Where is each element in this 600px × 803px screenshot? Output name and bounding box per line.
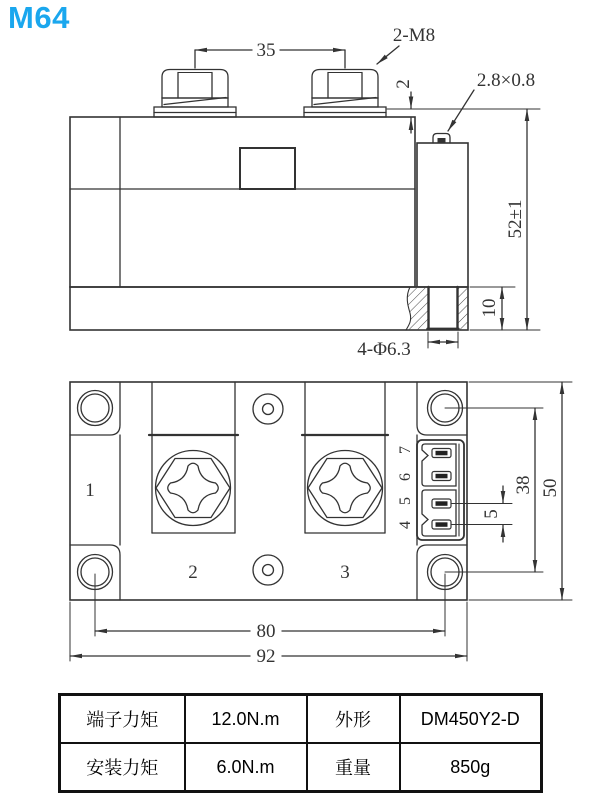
connector-pin-6	[432, 472, 451, 481]
dim-width-text: 92	[256, 646, 276, 667]
dim-bolt-spacing	[195, 40, 345, 68]
dim-mount-holes-text: 4-Φ6.3	[357, 339, 411, 360]
dim-mount-holes	[357, 332, 458, 360]
dim-total-height	[470, 109, 540, 330]
pin-label-4: 4	[397, 521, 414, 529]
connector-pin-5	[432, 499, 451, 508]
connector-pin-7	[432, 449, 451, 458]
pilot-hole-top	[253, 394, 283, 424]
dim-base-thickness	[470, 287, 515, 330]
callout-thread	[377, 25, 435, 64]
dim-pin-pitch-text: 5	[481, 509, 502, 519]
table-row	[60, 695, 542, 744]
mounting-hole-section	[406, 287, 468, 330]
mounting-torque-label: 安装力矩	[60, 743, 185, 792]
terminal-torque-label: 端子力矩	[60, 695, 185, 744]
top-notch	[240, 148, 295, 189]
dim-base-thickness-text: 10	[479, 298, 500, 318]
dim-hole-pitch-h	[95, 574, 445, 642]
fast-on-tab-slot	[438, 138, 446, 143]
dim-hole-pitch-v-text: 38	[513, 475, 534, 495]
terminal-bolt-right	[304, 70, 386, 118]
spec-table	[58, 693, 543, 793]
dim-pin-pitch	[451, 486, 512, 542]
weight-value: 850g	[400, 743, 542, 792]
pin-label-7: 7	[397, 446, 414, 454]
terminal-screw-right	[308, 451, 383, 526]
mounting-hole-tl	[78, 391, 113, 426]
model-number-label: M64	[8, 0, 70, 35]
outline-label: 外形	[307, 695, 400, 744]
dim-total-height-text: 52±1	[505, 199, 526, 239]
dim-terminal-height-text: 2	[393, 79, 414, 89]
pin-label-5: 5	[397, 497, 414, 505]
terminal-screw-left	[156, 451, 231, 526]
dim-hole-pitch-v	[445, 408, 543, 572]
module-body	[70, 117, 415, 287]
connector-pin-4	[432, 520, 451, 529]
aux-terminal-housing	[417, 143, 468, 287]
terminal-label-1: 1	[85, 480, 95, 501]
callout-tab	[448, 70, 535, 131]
dim-thread-text: 2-M8	[392, 25, 436, 46]
dim-height-text: 50	[540, 478, 561, 498]
pin-label-6: 6	[397, 473, 414, 481]
terminal-label-3: 3	[340, 562, 350, 583]
side-view	[70, 25, 540, 360]
terminal-bolt-left	[154, 70, 236, 118]
top-view	[70, 382, 572, 667]
table-row	[60, 743, 542, 792]
weight-label: 重量	[307, 743, 400, 792]
dim-bolt-spacing-text: 35	[256, 40, 276, 61]
dim-tab-text: 2.8×0.8	[476, 70, 536, 91]
pilot-hole-bottom	[253, 555, 283, 585]
terminal-label-2: 2	[188, 562, 198, 583]
dim-hole-pitch-h-text: 80	[256, 621, 276, 642]
outline-value: DM450Y2-D	[400, 695, 542, 744]
mounting-torque-value: 6.0N.m	[185, 743, 307, 792]
terminal-torque-value: 12.0N.m	[185, 695, 307, 744]
